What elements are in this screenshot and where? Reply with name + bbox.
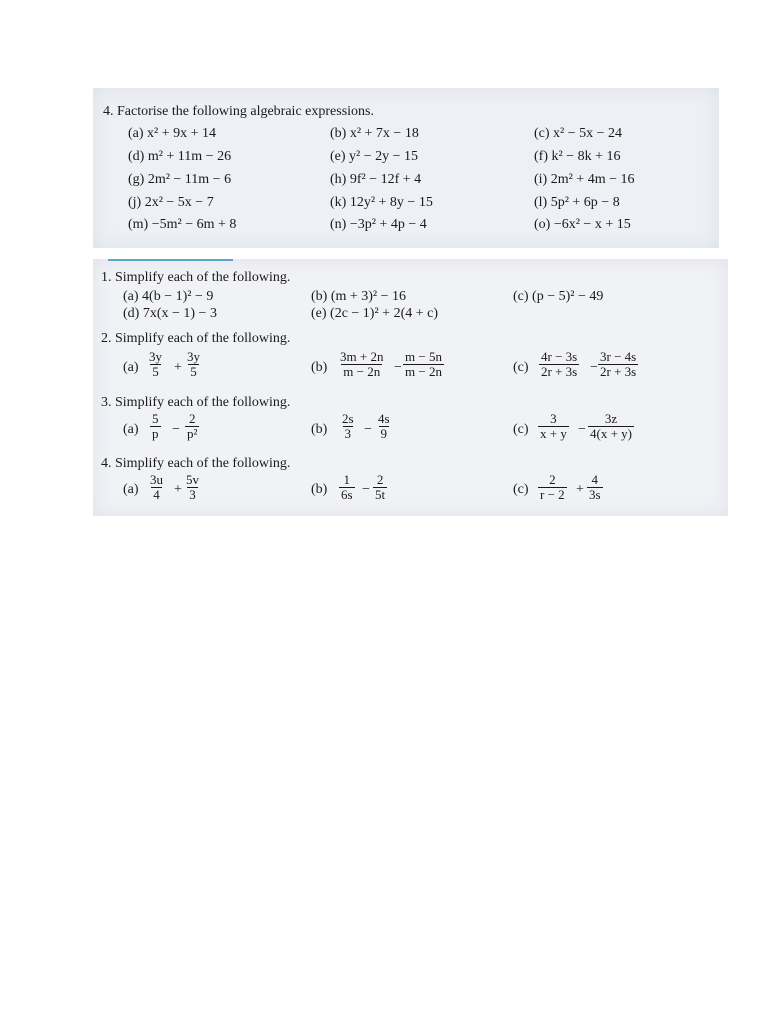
factorise-item: (j) 2x² − 5x − 7 — [128, 195, 214, 210]
factorise-item: (c) x² − 5x − 24 — [534, 126, 623, 141]
q2c-fraction-2 — [598, 350, 638, 379]
operator: − — [394, 360, 402, 375]
denominator: 4(x + y) — [590, 426, 632, 441]
numerator: 3 — [550, 411, 557, 426]
numerator: 3r − 4s — [600, 349, 637, 364]
numerator: 2 — [376, 472, 384, 487]
denominator: 6s — [341, 487, 353, 502]
q3-label-b: (b) — [311, 422, 328, 437]
q1-title: 1. Simplify each of the following. — [101, 270, 291, 285]
denominator: 5 — [190, 364, 197, 379]
q3a-fraction-1 — [150, 412, 161, 441]
denominator: 2r + 3s — [600, 364, 637, 379]
q4c-fraction-2 — [587, 473, 603, 502]
denominator: 5t — [375, 487, 386, 502]
q4-title: 4. Simplify each of the following. — [101, 456, 291, 471]
operator: − — [590, 360, 598, 375]
factorise-item: (l) 5p² + 6p − 8 — [534, 195, 620, 210]
numerator: 2 — [549, 472, 556, 487]
q3c-fraction-2 — [588, 412, 634, 441]
factorise-item: (b) x² + 7x − 18 — [330, 126, 419, 141]
denominator: 5 — [152, 364, 159, 379]
q3a-fraction-2 — [185, 412, 199, 441]
numerator: 4r − 3s — [541, 349, 578, 364]
denominator: 2r + 3s — [541, 364, 578, 379]
operator: + — [576, 482, 584, 497]
factorise-item: (d) m² + 11m − 26 — [128, 149, 232, 164]
denominator: 3 — [189, 487, 196, 502]
numerator: 3y — [149, 349, 162, 364]
q4-label-c: (c) — [513, 482, 529, 497]
numerator: 3u — [150, 472, 163, 487]
q2c-fraction-1 — [539, 350, 579, 379]
q3-title: 3. Simplify each of the following. — [101, 395, 291, 410]
operator: − — [578, 422, 586, 437]
factorise-item: (f) k² − 8k + 16 — [534, 149, 621, 164]
q3b-fraction-2 — [376, 412, 392, 441]
numerator: 4s — [378, 411, 390, 426]
q3b-fraction-1 — [340, 412, 356, 441]
q4b-fraction-1 — [339, 473, 355, 502]
q2b-fraction-1 — [338, 350, 385, 379]
numerator: 5 — [152, 411, 159, 426]
factorise-item: (g) 2m² − 11m − 6 — [128, 172, 232, 187]
q3c-fraction-1 — [538, 412, 569, 441]
numerator: 4 — [591, 472, 599, 487]
denominator: m − 2n — [405, 364, 442, 379]
numerator: 2 — [188, 411, 196, 426]
factorise-item: (n) −3p² + 4p − 4 — [330, 217, 427, 232]
denominator: p — [152, 426, 159, 441]
q4-label-b: (b) — [311, 482, 328, 497]
q2-label-a: (a) — [123, 360, 139, 375]
q2a-fraction-2 — [185, 350, 202, 379]
denominator: 3s — [589, 487, 601, 502]
denominator: 3 — [344, 426, 352, 441]
q3-label-a: (a) — [123, 422, 139, 437]
q2a-fraction-1 — [147, 350, 164, 379]
operator: − — [172, 422, 180, 437]
factorise-item: (o) −6x² − x + 15 — [534, 217, 631, 232]
q4a-fraction-2 — [184, 473, 201, 502]
q2-label-b: (b) — [311, 360, 328, 375]
q4a-fraction-1 — [148, 473, 165, 502]
factorise-item: (k) 12y² + 8y − 15 — [330, 195, 433, 210]
operator: + — [174, 482, 182, 497]
factorise-item: (h) 9f² − 12f + 4 — [330, 172, 422, 187]
numerator: 2s — [342, 411, 354, 426]
numerator: 3z — [604, 411, 618, 426]
q4c-fraction-1 — [538, 473, 567, 502]
q4b-fraction-2 — [373, 473, 387, 502]
denominator: m − 2n — [343, 364, 381, 379]
operator: − — [362, 482, 370, 497]
numerator: m − 5n — [405, 349, 442, 364]
numerator: 3m + 2n — [340, 349, 384, 364]
operator: + — [174, 360, 182, 375]
factorise-item: (e) y² − 2y − 15 — [330, 149, 419, 164]
numerator: 5v — [186, 472, 199, 487]
q2-label-c: (c) — [513, 360, 529, 375]
q2-title: 2. Simplify each of the following. — [101, 331, 291, 346]
factorise-title: 4. Factorise the following algebraic expressions. — [103, 104, 374, 119]
factorise-item: (i) 2m² + 4m − 16 — [534, 172, 635, 187]
numerator: 1 — [343, 472, 351, 487]
q1-item: (b) (m + 3)² − 16 — [311, 289, 407, 304]
operator: − — [364, 422, 372, 437]
q1-item: (a) 4(b − 1)² − 9 — [123, 289, 214, 304]
denominator: x + y — [540, 426, 567, 441]
numerator: 3y — [187, 349, 200, 364]
q1-item: (e) (2c − 1)² + 2(4 + c) — [311, 306, 438, 321]
factorise-item: (a) x² + 9x + 14 — [128, 126, 217, 141]
q3-label-c: (c) — [513, 422, 529, 437]
q1-item: (d) 7x(x − 1) − 3 — [123, 306, 217, 321]
divider-line — [108, 259, 233, 261]
factorise-item: (m) −5m² − 6m + 8 — [128, 217, 237, 232]
denominator: 9 — [380, 426, 388, 441]
denominator: r − 2 — [540, 487, 565, 502]
q1-item: (c) (p − 5)² − 49 — [513, 289, 604, 304]
q4-label-a: (a) — [123, 482, 139, 497]
q2b-fraction-2 — [403, 350, 444, 379]
denominator: p² — [187, 426, 198, 441]
denominator: 4 — [153, 487, 160, 502]
